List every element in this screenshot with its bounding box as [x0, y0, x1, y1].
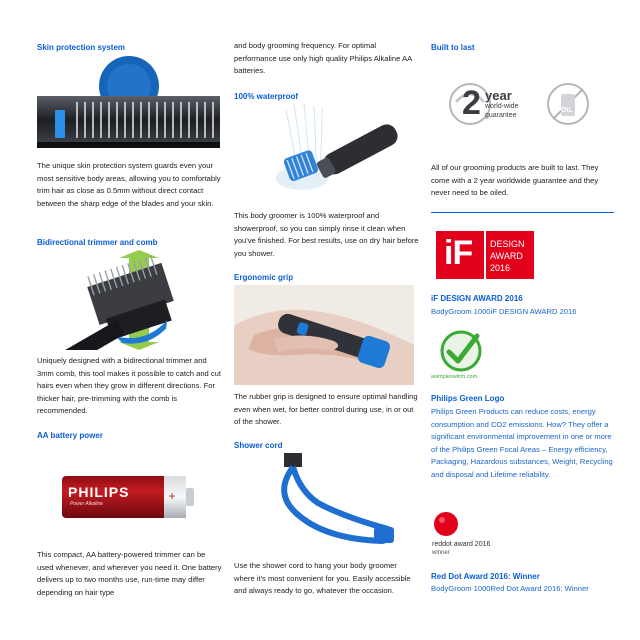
no-oil-label: OIL — [561, 107, 573, 114]
shower-cord-text: Use the shower cord to hang your body groomer where it's most convenient for you. Easily accessible and always ready to go, whatever the occasion. — [234, 561, 411, 596]
battery-brand: PHILIPS — [68, 484, 130, 500]
built-to-last-title: Built to last — [431, 43, 475, 52]
if-award-text: BodyGroom 1000iF DESIGN AWARD 2016 — [431, 307, 577, 316]
green-title: Philips Green Logo — [431, 394, 505, 403]
green-site: asimpleswitch.com — [431, 374, 478, 380]
skin-protection-text: The unique skin protection system guards even your most sensitive body areas, allowing you to comfortably trim hair as close as 0.5mm without direct contact between the sharp edge of the blades and your skin. — [37, 161, 221, 208]
reddot-text: BodyGroom 1000Red Dot Award 2016: Winner — [431, 584, 589, 593]
svg-text:+: + — [168, 489, 176, 503]
reddot-title: Red Dot Award 2016: Winner — [431, 572, 540, 581]
battery-continued-text: and body grooming frequency. For optimal performance use only high quality Philips Alkaline AA batteries. — [234, 41, 412, 76]
battery-subtitle: Power Alkaline — [70, 501, 103, 507]
waterproof-text: This body groomer is 100% waterproof and showerproof, so you can simply rinse it clean when you've finished. For best results, use on dry hair before you shower. — [234, 211, 419, 258]
if-logo-letters: iF — [444, 234, 473, 272]
battery-text: This compact, AA battery-powered trimmer can be used whenever, and wherever you need it. One battery delivers up to two months use, run-time may differ depending on hair type — [37, 550, 222, 597]
skin-protection-title: Skin protection system — [37, 43, 126, 52]
green-text: Philips Green Products can reduce costs, energy consumption and CO2 emissions. How? They offer a significant environmental improvement in one or more of the Philips Green Focal Areas – Energy efficiency, Packaging, Hazardous substances, Weight, Recycling and disposal and Lifetime reliability. — [431, 407, 613, 479]
if-logo-text-2: AWARD — [490, 251, 523, 261]
battery-title: AA battery power — [37, 431, 103, 440]
guarantee-year: year — [485, 88, 512, 103]
grip-text: The rubber grip is designed to ensure optimal handling even when wet, for better control during use, in or out of the shower. — [234, 392, 418, 427]
reddot-logo-text: reddot award 2016 — [432, 541, 491, 548]
bidirectional-title: Bidirectional trimmer and comb — [37, 238, 158, 247]
built-to-last-text: All of our grooming products are built to last. They come with a 2 year worldwide guarantee and they never need to be oiled. — [431, 163, 599, 198]
grip-image — [234, 285, 414, 385]
green-logo — [437, 330, 487, 372]
divider — [431, 212, 614, 213]
if-logo-text-3: 2016 — [490, 263, 511, 273]
reddot-logo-winner: winner — [432, 550, 450, 556]
waterproof-title: 100% waterproof — [234, 92, 299, 101]
bidirectional-image — [37, 250, 220, 350]
guarantee-number: 2 — [462, 84, 481, 122]
guarantee-worldwide: world-wide — [485, 103, 519, 110]
reddot-logo — [432, 510, 460, 538]
grip-title: Ergonomic grip — [234, 273, 294, 282]
shower-cord-image — [234, 453, 414, 553]
if-award-title: iF DESIGN AWARD 2016 — [431, 294, 523, 303]
waterproof-image — [234, 104, 414, 204]
guarantee-label: guarantee — [485, 112, 517, 119]
if-logo-text-1: DESIGN — [490, 239, 525, 249]
shower-cord-title: Shower cord — [234, 441, 283, 450]
skin-protection-image — [37, 56, 220, 154]
bidirectional-text: Uniquely designed with a bidirectional trimmer and 3mm comb, this tool makes it possible to catch and cut hairs even when they grow in different directions. For thicker hair, pre-trimming with the comb is recommended. — [37, 356, 222, 416]
